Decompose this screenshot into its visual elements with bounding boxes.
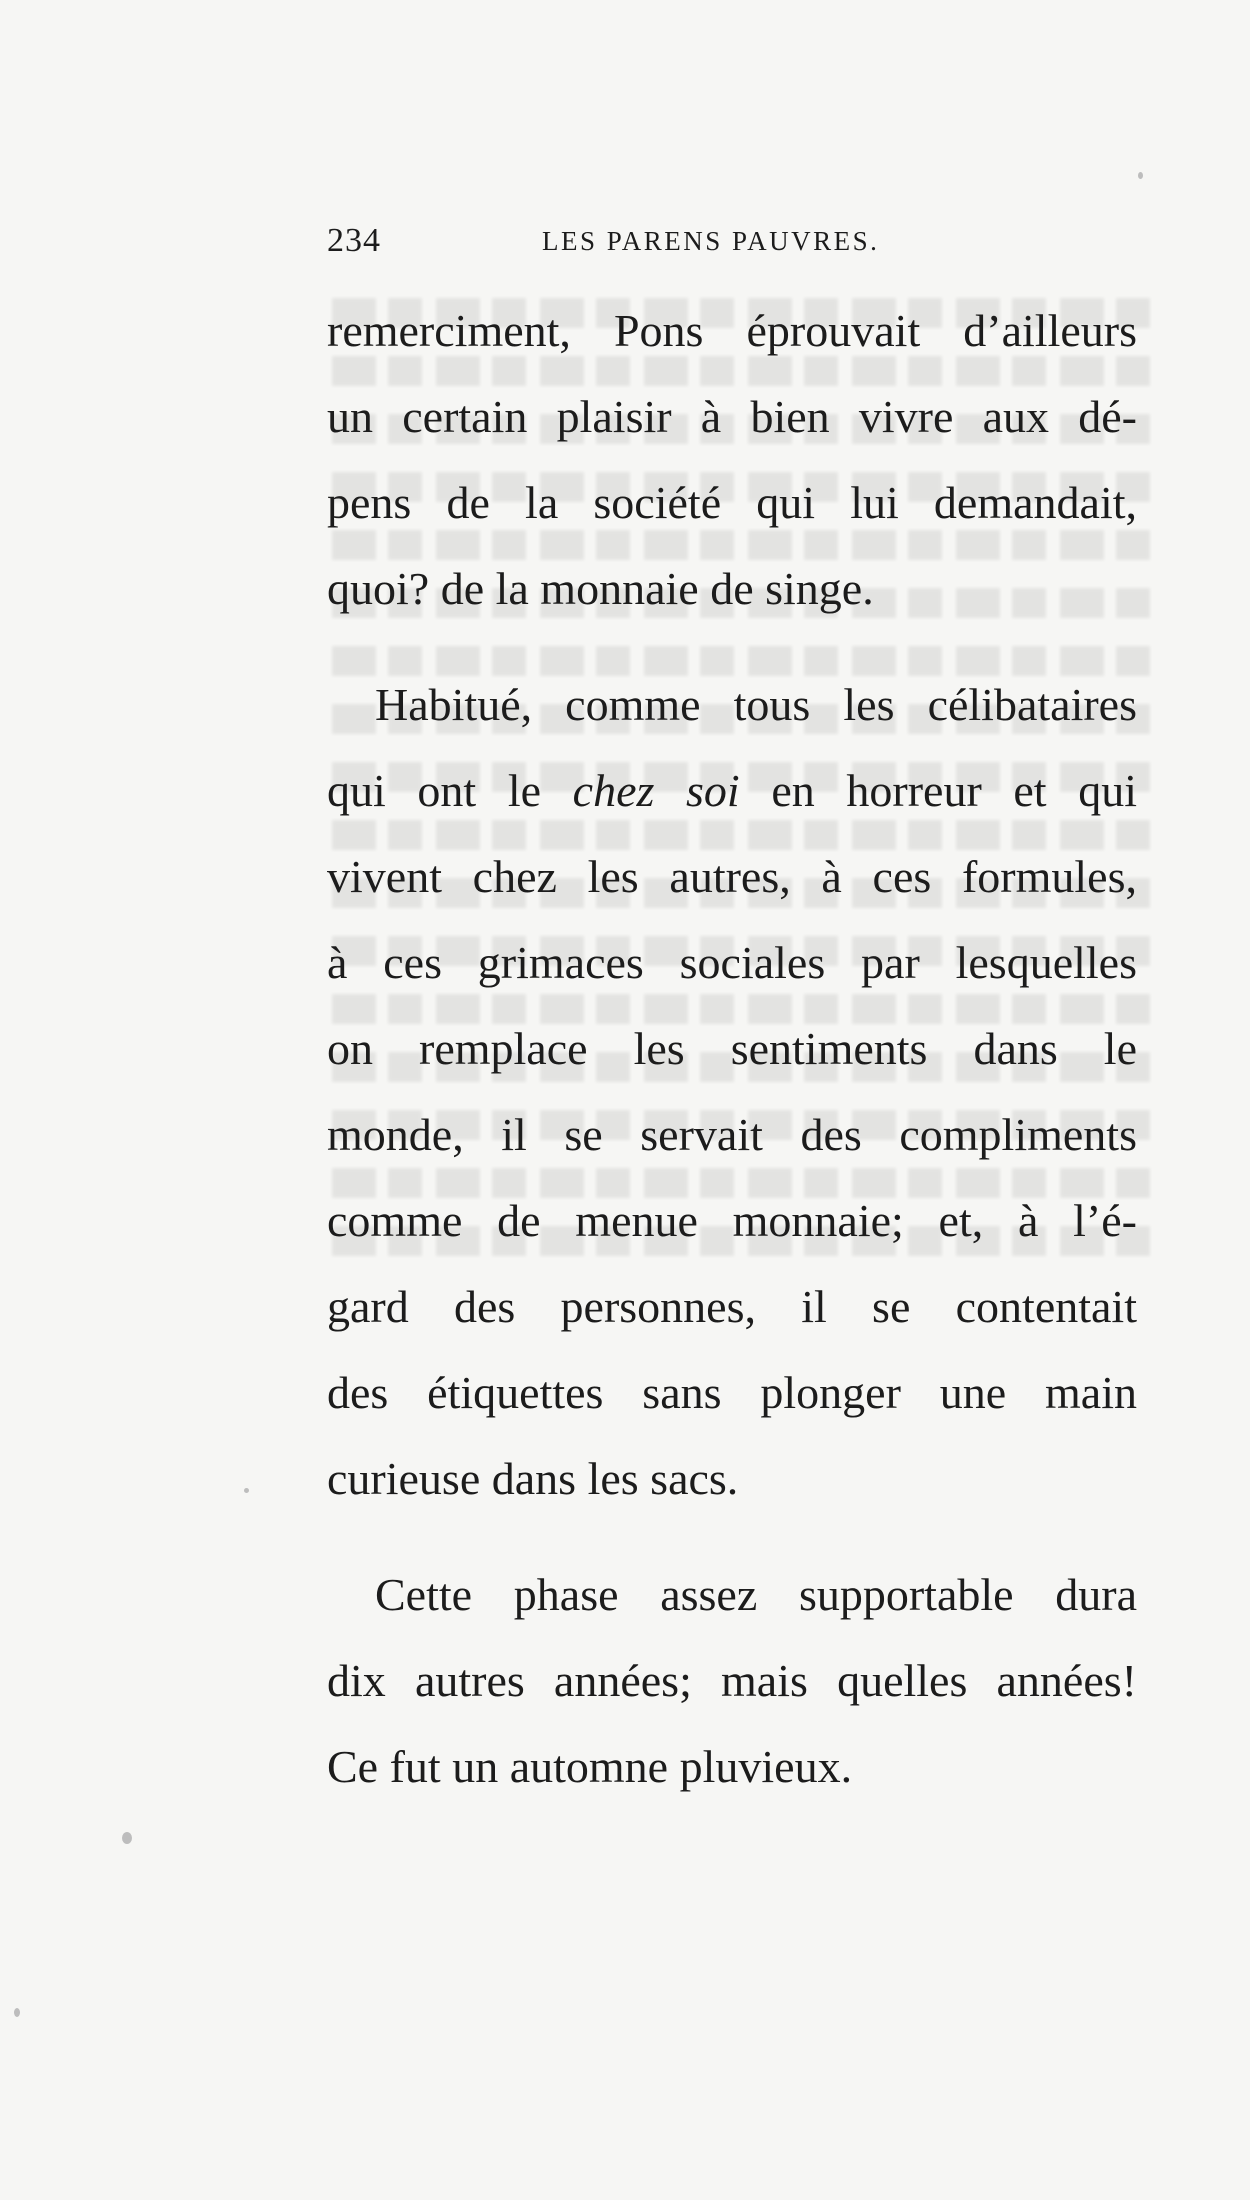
paper-speck [122,1832,132,1844]
paper-speck [1138,172,1143,179]
text-segment: en horreur et qui [771,765,1137,816]
text-block [327,296,1137,1818]
italic-phrase: chez soi [572,765,740,816]
text-segment: qui ont le [327,765,542,816]
paragraph-1 [327,296,1137,640]
text-line: curieuse dans les sacs. [327,1453,739,1504]
text-line: quoi? de la monnaie de singe. [327,563,874,614]
text-line: vivent chez les autres, à ces formules, [327,851,1137,902]
text-line: Ce fut un automne pluvieux. [327,1741,853,1792]
paragraph-gap [327,1530,1137,1560]
paragraph-3 [327,1560,1137,1818]
text-line: Cette phase assez supportable dura [375,1569,1137,1620]
paragraph-gap [327,640,1137,670]
page-header [327,222,1137,262]
page-number: 234 [327,222,381,259]
text-line: monde, il se servait des compliments [327,1109,1137,1160]
text-line: Habitué, comme tous les célibataires [375,679,1137,730]
running-head: LES PARENS PAUVRES. [542,226,880,256]
text-line: gard des personnes, il se contentait [327,1281,1137,1332]
text-line: un certain plaisir à bien vivre aux dé- [327,391,1137,442]
paper-speck [14,2008,20,2017]
text-line: on remplace les sentiments dans le [327,1023,1137,1074]
text-line: comme de menue monnaie; et, à l’é- [327,1195,1137,1246]
text-line: des étiquettes sans plonger une main [327,1367,1137,1418]
text-line: à ces grimaces sociales par lesquelles [327,937,1137,988]
text-line: remerciment, Pons éprouvait d’ailleurs [327,305,1137,356]
text-line-with-italic [327,756,1137,842]
text-line: dix autres années; mais quelles années! [327,1655,1137,1706]
text-line: pens de la société qui lui demandait, [327,477,1137,528]
paragraph-2 [327,670,1137,1530]
paper-speck [244,1488,249,1493]
